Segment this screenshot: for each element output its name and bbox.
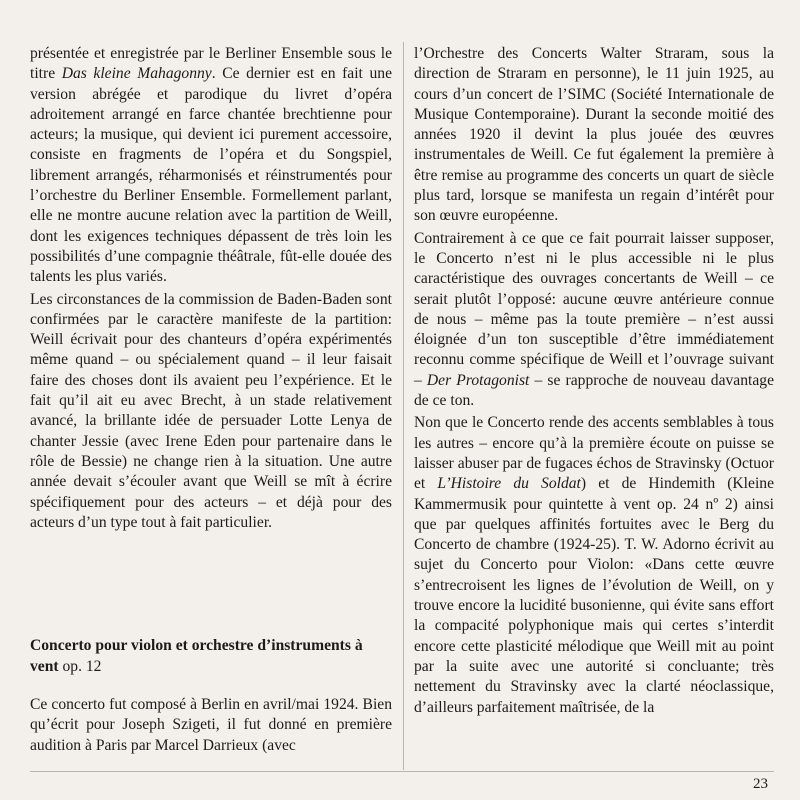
- paragraph-text: – se rapproche de nouveau davantage de ce ton.: [414, 371, 774, 410]
- work-title: L’Histoire du Soldat: [437, 475, 581, 493]
- paragraph-text: . Ce dernier est en fait une version abrégée et parodique du livret d’opéra adroitement arrangé en farce chantée brechtienne pour acteurs; la musique, qui devient ici purement accessoire, consiste en fragments de l’opéra et du Songspiel, librement arrangés, réharmonisés et réinstrumentés pour l’orchestre du Berliner Ensemble. Formellement parlant, elle ne montre aucune relation avec la partition de Weill, dont les exigences techniques dépassent de très loin les possibilités d’une compagnie théâtrale, fût-elle douée des talents les plus variés.: [30, 65, 392, 286]
- footer-rule: [30, 771, 774, 772]
- paragraph-text: Contrairement à ce que ce fait pourrait laisser supposer, le Concerto n’est ni le plus accessible ni le plus caractéristique des ouvrages concertants de Weill – ce serait plutôt l’opposé: aucune œuvre antérieure connue de nous – même pas la toute première – n’est aussi éloignée d’un ton susceptible d’être immédiatement reconnu comme spécifique de Weill et l’ouvrage suivant –: [414, 229, 774, 389]
- section-heading: [30, 635, 392, 677]
- opus-number: op. 12: [58, 658, 102, 675]
- page-number: 23: [753, 776, 768, 792]
- paragraph: Les circonstances de la commission de Baden-Baden sont confirmées par le caractère manifeste de la partition: Weill écrivait pour des chanteurs d’opéra expérimentés même quand – ou spécialement quand – il leur faisait faire des choses dont ils avaient peu l’expérience. Et le fait qu’il ait eu avec Brecht, à un stade relativement avancé, la brillante idée de persuader Lotte Lenya de chanter Jessie (avec Irene Eden pour partenaire dans le rôle de Bessie) ne change rien à la situation. Une autre année devait s’écouler avant que Weill se mît à écrire spécifiquement pour des acteurs – et déjà pour des acteurs d’un type tout à fait particulier.: [30, 290, 392, 531]
- paragraph-text: Non que le Concerto rende des accents semblables à tous les autres – encore qu’à la première écoute on puisse se laisser abuser par de fugaces échos de Stravinsky (Octuor et: [414, 414, 774, 493]
- paragraph: [30, 44, 392, 288]
- right-column: [414, 44, 774, 718]
- paragraph-text: présentée et enregistrée par le Berliner Ensemble sous le titre: [30, 45, 392, 83]
- paragraph: Ce concerto fut composé à Berlin en avril/mai 1924. Bien qu’écrit pour Joseph Szigeti, il fut donné en première audition à Paris par Marcel Darrieux (avec: [30, 696, 392, 754]
- column-divider: [403, 42, 404, 770]
- paragraph: [414, 229, 774, 412]
- paragraph: [414, 413, 774, 717]
- work-title: Der Protagonist: [426, 371, 530, 389]
- section-heading-title: Concerto pour violon et orchestre d’instruments à vent: [30, 637, 363, 675]
- left-column: [30, 44, 392, 533]
- paragraph: l’Orchestre des Concerts Walter Straram, sous la direction de Straram en personne), le 11 juin 1925, au cours d’un concert de l’SIMC (Société Internationale de Musique Contemporaine). Durant la seconde moitié des années 1920 il devint la plus jouée des œuvres instrumentales de Weill. Ce fut également la première à être remise au programme des concerts un quart de siècle plus tard, lorsque se manifesta un regain d’intérêt pour son œuvre européenne.: [414, 45, 774, 225]
- left-column-bottom: [30, 695, 392, 756]
- work-title: Das kleine Mahagonny: [61, 65, 212, 83]
- paragraph-text: ) et de Hindemith (Kleine Kammermusik pour quintette à vent op. 24 nº 2) ainsi que par quelques affinités fortuites avec le Berg du Concerto de chambre (1924-25). T. W. Adorno écrivit au sujet du Concerto pour Violon: «Dans cette œuvre s’entrecroisent les lignes de l’évolution de Weill, on y trouve encore la lucidité busonienne, qui évite sans effort la compacité polyphonique mais qui certes s’interdit encore cette plasticité mélodique que Weill mit au point par la suite avec une autorité si concluante; très nettement du Stravinsky avec la clarté néoclassique, d’ailleurs parfaitement maîtrisée, de la: [414, 475, 774, 716]
